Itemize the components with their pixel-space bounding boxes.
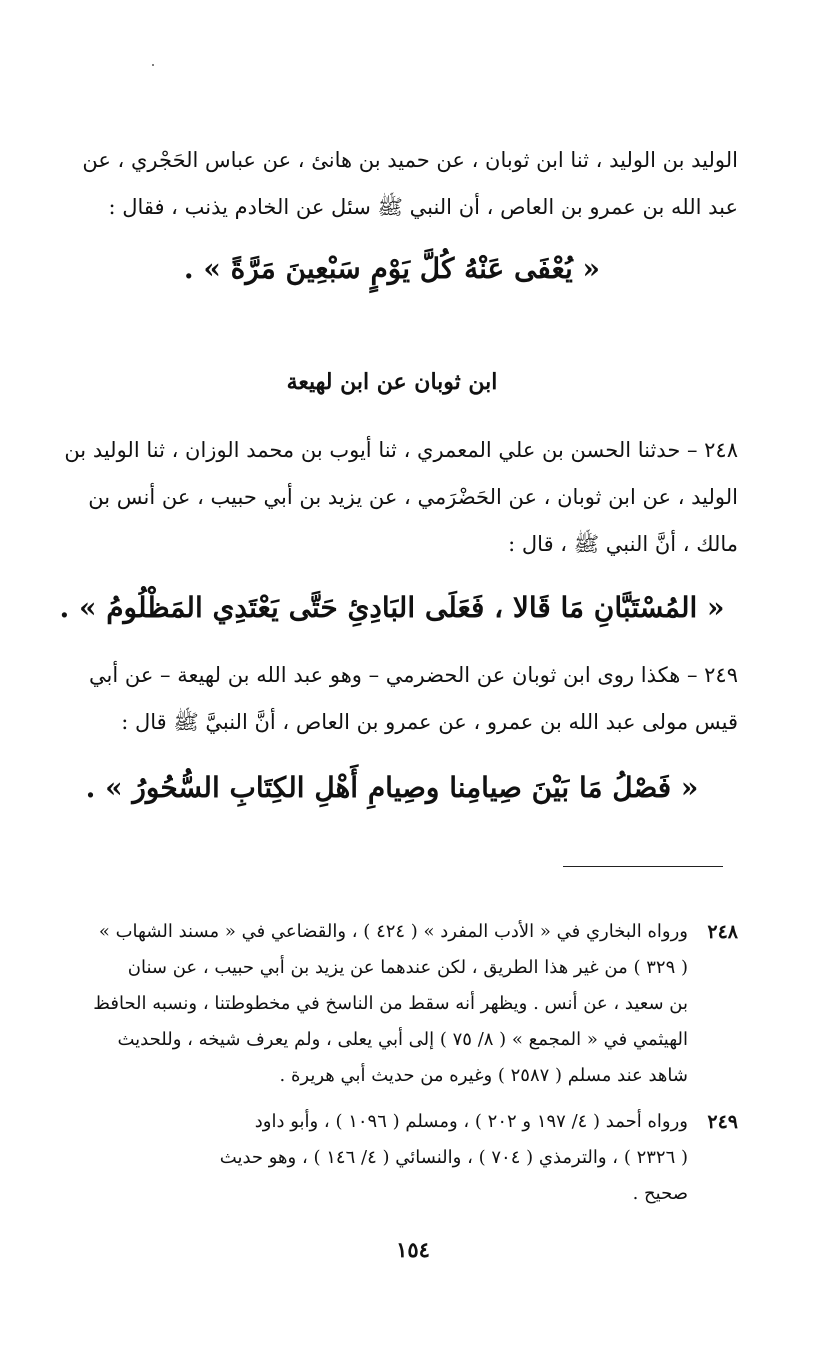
footnote-number: ٢٤٨ <box>707 921 738 943</box>
section-heading: ابن ثوبان عن ابن لهيعة <box>286 369 498 395</box>
page-number: ١٥٤ <box>396 1237 430 1262</box>
footnote-line: ورواه أحمد ( ٤/ ١٩٧ و ٢٠٢ ) ، ومسلم ( ١٠٩٦ ) ، وأبو داود <box>254 1111 688 1132</box>
intro-paragraph <box>46 137 738 231</box>
hadith-quote: « المُسْتَبَّانِ مَا قَالا ، فَعَلَى البَادِئِ حَتَّى يَعْتَدِي المَظْلُومُ » . <box>59 591 725 624</box>
footnote-line: ورواه البخاري في « الأدب المفرد » ( ٤٢٤ ) ، والقضاعي في « مسند الشهاب » <box>98 921 688 942</box>
footnote-line: ( ٢٣٢٦ ) ، والترمذي ( ٧٠٤ ) ، والنسائي ( ٤/ ١٤٦ ) ، وهو حديث <box>219 1147 688 1168</box>
text-line: قيس مولى عبد الله بن عمرو ، عن عمرو بن العاص ، أنَّ النبيَّ ﷺ قال : <box>121 710 738 734</box>
hadith-quote: « فَصْلُ مَا بَيْنَ صِيامِنا وصِيامِ أَهْلِ الكِتَابِ السُّحُورُ » . <box>85 771 699 804</box>
footnote-line: شاهد عند مسلم ( ٢٥٨٧ ) وغيره من حديث أبي هريرة . <box>279 1065 688 1086</box>
footnote-number: ٢٤٩ <box>707 1111 738 1133</box>
footnote-line: ( ٣٢٩ ) من غير هذا الطريق ، لكن عندهما عن يزيد بن أبي حبيب ، عن سنان <box>127 957 688 978</box>
footnote-divider <box>563 866 723 867</box>
hadith-quote: « يُعْفَى عَنْهُ كُلَّ يَوْمٍ سَبْعِينَ مَرَّةً » . <box>183 252 601 285</box>
entry-249 <box>46 652 738 746</box>
entry-248 <box>46 427 738 568</box>
text-line: مالك ، أنَّ النبي ﷺ ، قال : <box>508 532 738 556</box>
text-line: الوليد ، عن ابن ثوبان ، عن الحَضْرَمي ، عن يزيد بن أبي حبيب ، عن أنس بن <box>88 485 738 509</box>
text-line: ٢٤٩ – هكذا روى ابن ثوبان عن الحضرمي – وهو عبد الله بن لهيعة – عن أبي <box>88 663 738 687</box>
footnote-line: صحيح . <box>632 1183 688 1204</box>
footnote-248 <box>46 914 738 1094</box>
text-line: الوليد بن الوليد ، ثنا ابن ثوبان ، عن حميد بن هانئ ، عن عباس الحَجْري ، عن <box>82 148 738 172</box>
footnote-line: بن سعيد ، عن أنس . ويظهر أنه سقط من الناسخ في مخطوطتنا ، ونسبه الحافظ <box>93 993 688 1014</box>
footnote-line: الهيثمي في « المجمع » ( ٨/ ٧٥ ) إلى أبي يعلى ، ولم يعرف شيخه ، وللحديث <box>117 1029 688 1050</box>
scan-speck <box>152 64 154 66</box>
footnote-249 <box>46 1104 738 1212</box>
text-line: عبد الله بن عمرو بن العاص ، أن النبي ﷺ سئل عن الخادم يذنب ، فقال : <box>108 195 738 219</box>
text-line: ٢٤٨ – حدثنا الحسن بن علي المعمري ، ثنا أيوب بن محمد الوزان ، ثنا الوليد بن <box>64 438 738 462</box>
